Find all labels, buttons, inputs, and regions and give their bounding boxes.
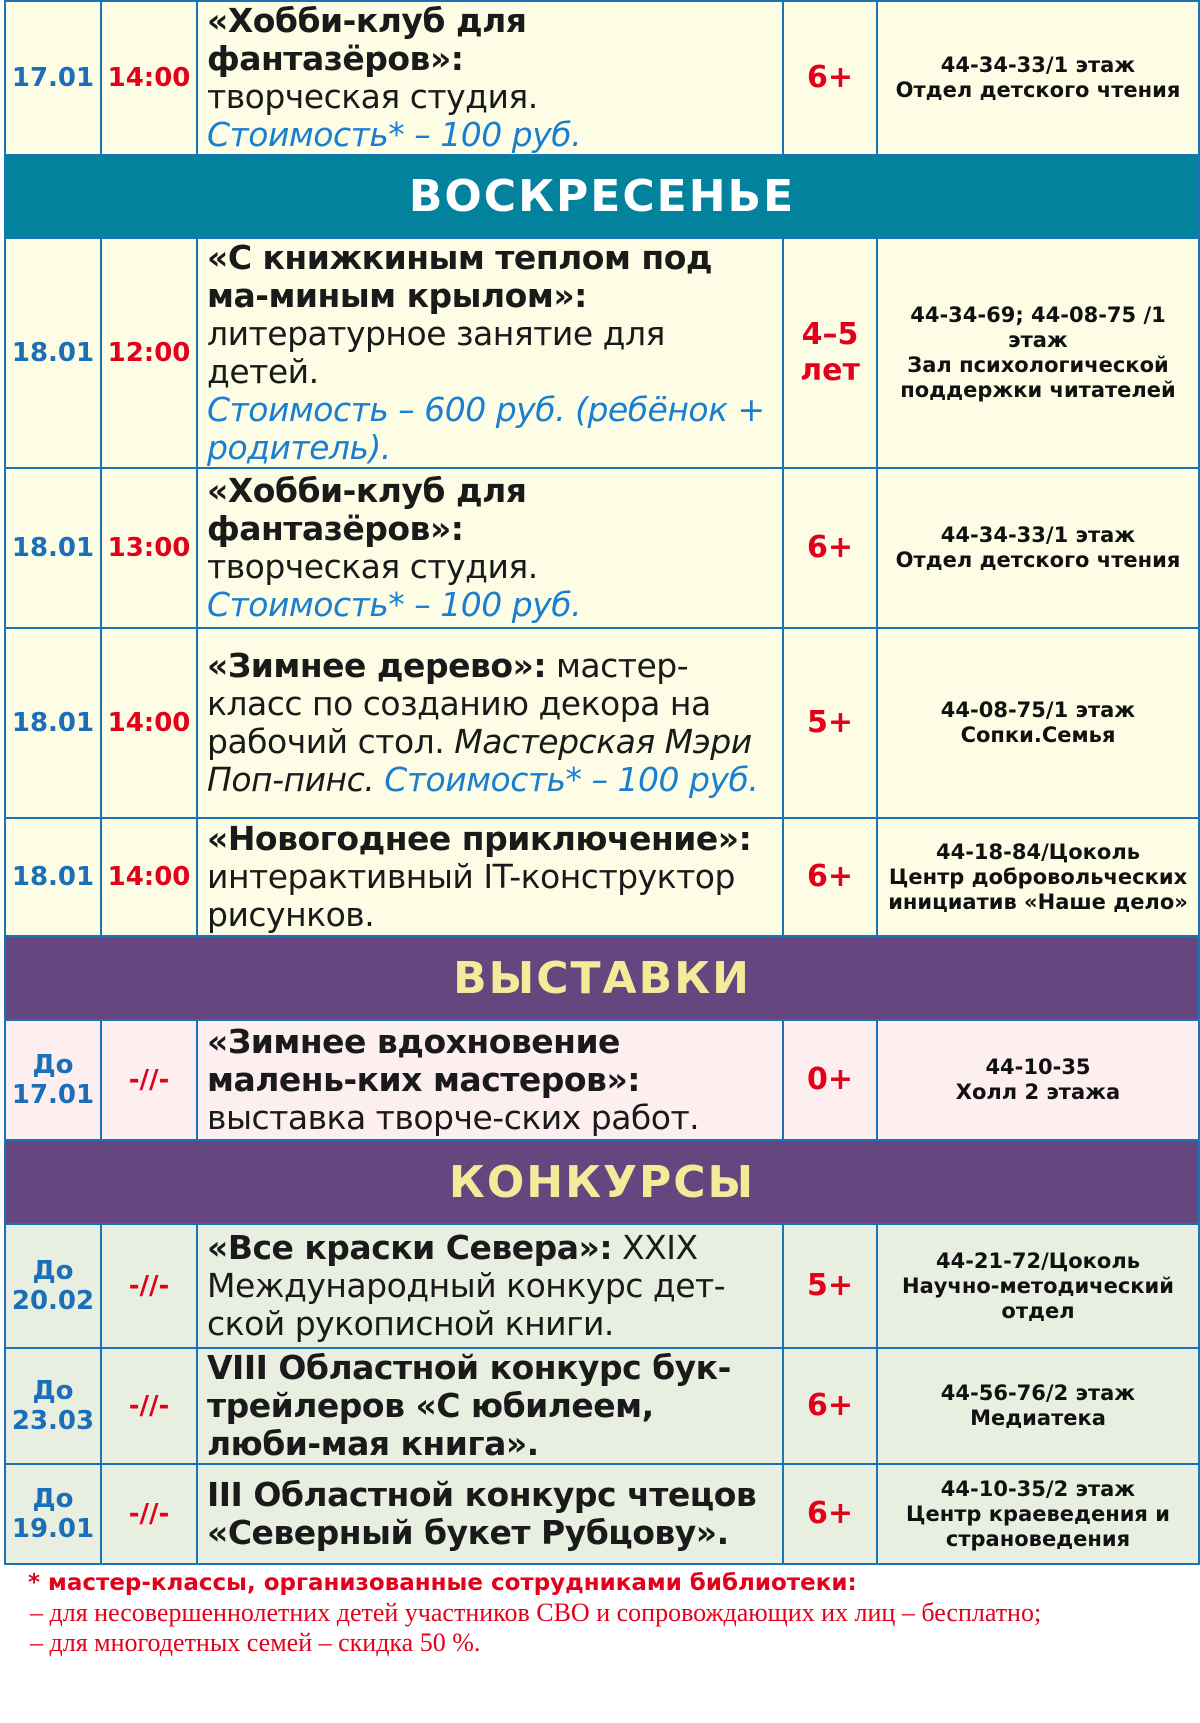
event-date: 18.01 <box>5 818 101 936</box>
contact-phone: 44-18-84/Цоколь <box>935 839 1141 864</box>
age-rating: 5+ <box>783 1224 877 1348</box>
age-rating: 6+ <box>783 1 877 155</box>
venue-name: Холл 2 этажа <box>955 1080 1121 1104</box>
events-schedule-table <box>4 0 1200 1565</box>
age-rating: 4–5 лет <box>783 238 877 468</box>
event-date: 18.01 <box>5 468 101 628</box>
event-description <box>197 1224 783 1348</box>
event-location <box>877 1348 1199 1464</box>
event-description <box>197 468 783 628</box>
age-rating: 6+ <box>783 818 877 936</box>
event-time: -//- <box>101 1348 197 1464</box>
table-row <box>5 1464 1199 1564</box>
event-title: «Новогоднее приключение»: <box>207 819 752 858</box>
event-location <box>877 1224 1199 1348</box>
event-description <box>197 1020 783 1140</box>
table-row <box>5 1020 1199 1140</box>
table-row <box>5 238 1199 468</box>
footnote-item: – для многодетных семей – скидка 50 %. <box>30 1628 481 1657</box>
section-title: КОНКУРСЫ <box>5 1140 1199 1224</box>
event-date: 18.01 <box>5 628 101 818</box>
event-type: мастер-класс по созданию декора на рабочий стол. <box>207 646 711 761</box>
event-date: До 19.01 <box>5 1464 101 1564</box>
event-time: 14:00 <box>101 818 197 936</box>
event-description <box>197 628 783 818</box>
event-title: III Областной конкурс чтецов «Северный букет Рубцову». <box>207 1475 757 1552</box>
section-header-contests <box>5 1140 1199 1224</box>
venue-name: Научно-методический отдел <box>902 1273 1174 1323</box>
event-date: До 23.03 <box>5 1348 101 1464</box>
event-location <box>877 1464 1199 1564</box>
table-row <box>5 628 1199 818</box>
venue-name: Центр добровольческих инициатив «Наше дело» <box>888 864 1188 914</box>
contact-phone: 44-08-75/1 этаж <box>940 698 1136 722</box>
venue-name: Центр краеведения и страноведения <box>906 1501 1170 1551</box>
contact-phone: 44-34-33/1 этаж <box>940 523 1136 547</box>
event-date: До 17.01 <box>5 1020 101 1140</box>
contact-phone: 44-10-35/2 этаж <box>940 1476 1136 1501</box>
event-location <box>877 1020 1199 1140</box>
table-row <box>5 1224 1199 1348</box>
event-title: VIII Областной конкурс бук-трейлеров «С юбилеем, люби-мая книга». <box>207 1348 731 1463</box>
event-time: 12:00 <box>101 238 197 468</box>
event-cost: Стоимость* – 100 руб. <box>207 115 582 154</box>
event-time: -//- <box>101 1224 197 1348</box>
section-header-exhibitions <box>5 936 1199 1020</box>
event-time: 13:00 <box>101 468 197 628</box>
age-rating: 6+ <box>783 468 877 628</box>
contact-phone: 44-21-72/Цоколь <box>935 1248 1141 1273</box>
event-description <box>197 238 783 468</box>
event-type: интерактивный IT-конструктор рисунков. <box>207 857 735 934</box>
event-title: «С книжкиным теплом под ма-миным крылом»: <box>207 238 713 315</box>
event-cost: Стоимость – 600 руб. (ребёнок + родитель). <box>207 390 765 467</box>
age-rating: 5+ <box>783 628 877 818</box>
contact-phone: 44-10-35 <box>985 1055 1091 1079</box>
event-type: XXIX Международный конкурс дет-ской рукописной книги. <box>207 1228 726 1343</box>
event-type: творческая студия. <box>207 77 538 116</box>
event-title: «Хобби-клуб для фантазёров»: <box>207 471 527 548</box>
event-time: -//- <box>101 1464 197 1564</box>
table-row <box>5 468 1199 628</box>
event-cost: Стоимость* – 100 руб. <box>207 585 582 624</box>
event-location <box>877 1 1199 155</box>
contact-phone: 44-34-33/1 этаж <box>940 53 1136 77</box>
footnote-item: – для несовершеннолетних детей участников СВО и сопровождающих их лиц – бесплатно; <box>30 1598 1042 1627</box>
section-title: ВЫСТАВКИ <box>5 936 1199 1020</box>
event-date: 18.01 <box>5 238 101 468</box>
footnote-heading: * мастер-классы, организованные сотрудниками библиотеки: <box>28 1570 857 1596</box>
event-time: 14:00 <box>101 628 197 818</box>
event-time: 14:00 <box>101 1 197 155</box>
table-row <box>5 818 1199 936</box>
event-location <box>877 818 1199 936</box>
event-description <box>197 1 783 155</box>
contact-phone: 44-56-76/2 этаж <box>940 1381 1136 1405</box>
age-rating: 6+ <box>783 1348 877 1464</box>
event-description <box>197 818 783 936</box>
event-location <box>877 238 1199 468</box>
venue-name: Отдел детского чтения <box>895 548 1181 572</box>
age-rating: 6+ <box>783 1464 877 1564</box>
footnotes <box>28 1568 1188 1658</box>
event-title: «Все краски Севера»: <box>207 1228 613 1267</box>
event-title: «Зимнее вдохновение малень-ких мастеров»: <box>207 1022 640 1099</box>
event-cost: Стоимость* – 100 руб. <box>384 760 759 799</box>
event-location <box>877 468 1199 628</box>
event-type: литературное занятие для детей. <box>207 314 665 391</box>
event-date: 17.01 <box>5 1 101 155</box>
event-organizer: Мастерская Мэри Поп-пинс. <box>207 722 752 799</box>
event-time: -//- <box>101 1020 197 1140</box>
venue-name: Сопки.Семья <box>960 723 1116 747</box>
event-location <box>877 628 1199 818</box>
table-row <box>5 1348 1199 1464</box>
event-type: творческая студия. <box>207 547 538 586</box>
age-rating: 0+ <box>783 1020 877 1140</box>
event-description <box>197 1348 783 1464</box>
event-title: «Зимнее дерево»: <box>207 646 547 685</box>
venue-name: Отдел детского чтения <box>895 78 1181 102</box>
event-description <box>197 1464 783 1564</box>
event-date: До 20.02 <box>5 1224 101 1348</box>
venue-name: Медиатека <box>970 1406 1106 1430</box>
section-title: ВОСКРЕСЕНЬЕ <box>5 155 1199 238</box>
venue-name: Зал психологической поддержки читателей <box>900 353 1176 402</box>
contact-phone: 44-34-69; 44-08-75 /1 этаж <box>910 303 1166 352</box>
section-header-sunday <box>5 155 1199 238</box>
event-title: «Хобби-клуб для фантазёров»: <box>207 1 527 78</box>
event-type: выставка творче-ских работ. <box>207 1098 700 1137</box>
table-row <box>5 1 1199 155</box>
